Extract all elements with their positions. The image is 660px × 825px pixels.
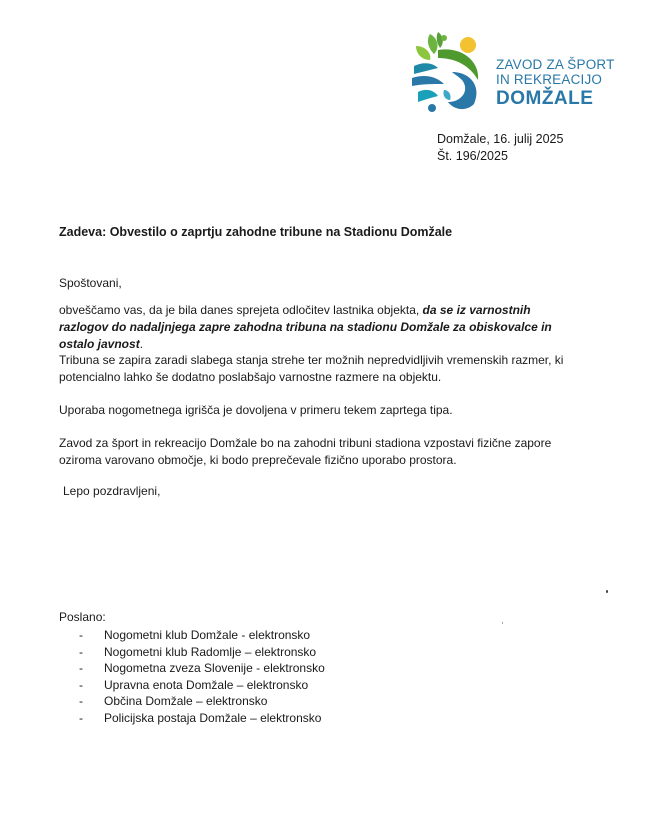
- recipient-name: Občina Domžale – elektronsko: [104, 694, 268, 708]
- list-item: [79, 710, 325, 727]
- logo-line-3: DOMŽALE: [496, 87, 594, 109]
- list-item: [79, 627, 325, 644]
- distribution-label: Poslano:: [59, 610, 106, 624]
- paragraph-barriers: Zavod za šport in rekreacijo Domžale bo na zahodni tribuni stadiona vzpostavi fizične zapore oziroma varovano območje, ki bodo preprečevale fizično uporabo prostora.: [59, 436, 552, 467]
- recipient-name: Policijska postaja Domžale – elektronsko: [104, 710, 322, 725]
- bullet-dash: -: [79, 694, 83, 708]
- salutation: Spoštovani,: [59, 276, 122, 290]
- paragraph-reason: Tribuna se zapira zaradi slabega stanja strehe ter možnih nepredvidljivih vremenskih razmer, ki potencialno lahko še dodatno poslabšajo varnostne razmere na objektu.: [59, 353, 564, 384]
- letter-meta: [437, 131, 563, 165]
- bullet-dash: -: [79, 677, 83, 692]
- closing: Lepo pozdravljeni,: [63, 484, 161, 498]
- organization-logo: [408, 28, 615, 118]
- logo-wordmark: [496, 58, 615, 110]
- reference-number: Št. 196/2025: [437, 149, 508, 163]
- bullet-dash: -: [79, 628, 83, 642]
- logo-emblem-icon: [408, 28, 490, 114]
- recipient-name: Nogometni klub Radomlje – elektronsko: [104, 644, 317, 659]
- scan-speck: [502, 622, 503, 624]
- scan-speck: [606, 590, 608, 593]
- paragraph-decision-end: .: [139, 337, 144, 351]
- recipient-name: Upravna enota Domžale – elektronsko: [104, 677, 309, 692]
- paragraph-decision-emphasis: da se iz varnostnih razlogov do nadaljnjega zapre zahodna tribuna na stadionu Domžale za obiskovalce in ostalo javnost: [59, 303, 552, 351]
- list-item: [79, 677, 325, 694]
- paragraph-decision: [59, 302, 579, 353]
- letter-subject: Zadeva: Obvestilo o zaprtju zahodne tribune na Stadionu Domžale: [59, 225, 453, 239]
- bullet-dash: -: [79, 710, 83, 725]
- list-item: [79, 644, 325, 661]
- logo-line-2: IN REKREACIJO: [496, 71, 603, 87]
- recipient-name: Nogometni klub Domžale - elektronsko: [104, 628, 311, 642]
- logo-line-1: ZAVOD ZA ŠPORT: [496, 57, 615, 72]
- paragraph-pitch-use: Uporaba nogometnega igrišča je dovoljena v primeru tekem zaprtega tipa.: [59, 403, 453, 417]
- place-date: Domžale, 16. julij 2025: [437, 132, 564, 146]
- recipient-name: Nogometna zveza Slovenije - elektronsko: [104, 661, 325, 675]
- bullet-dash: -: [79, 644, 83, 659]
- list-item: [79, 660, 325, 677]
- bullet-dash: -: [79, 661, 83, 675]
- recipient-list: [79, 627, 325, 726]
- paragraph-decision-text: obveščamo vas, da je bila danes sprejeta odločitev lastnika objekta,: [59, 303, 423, 317]
- list-item: [79, 693, 325, 710]
